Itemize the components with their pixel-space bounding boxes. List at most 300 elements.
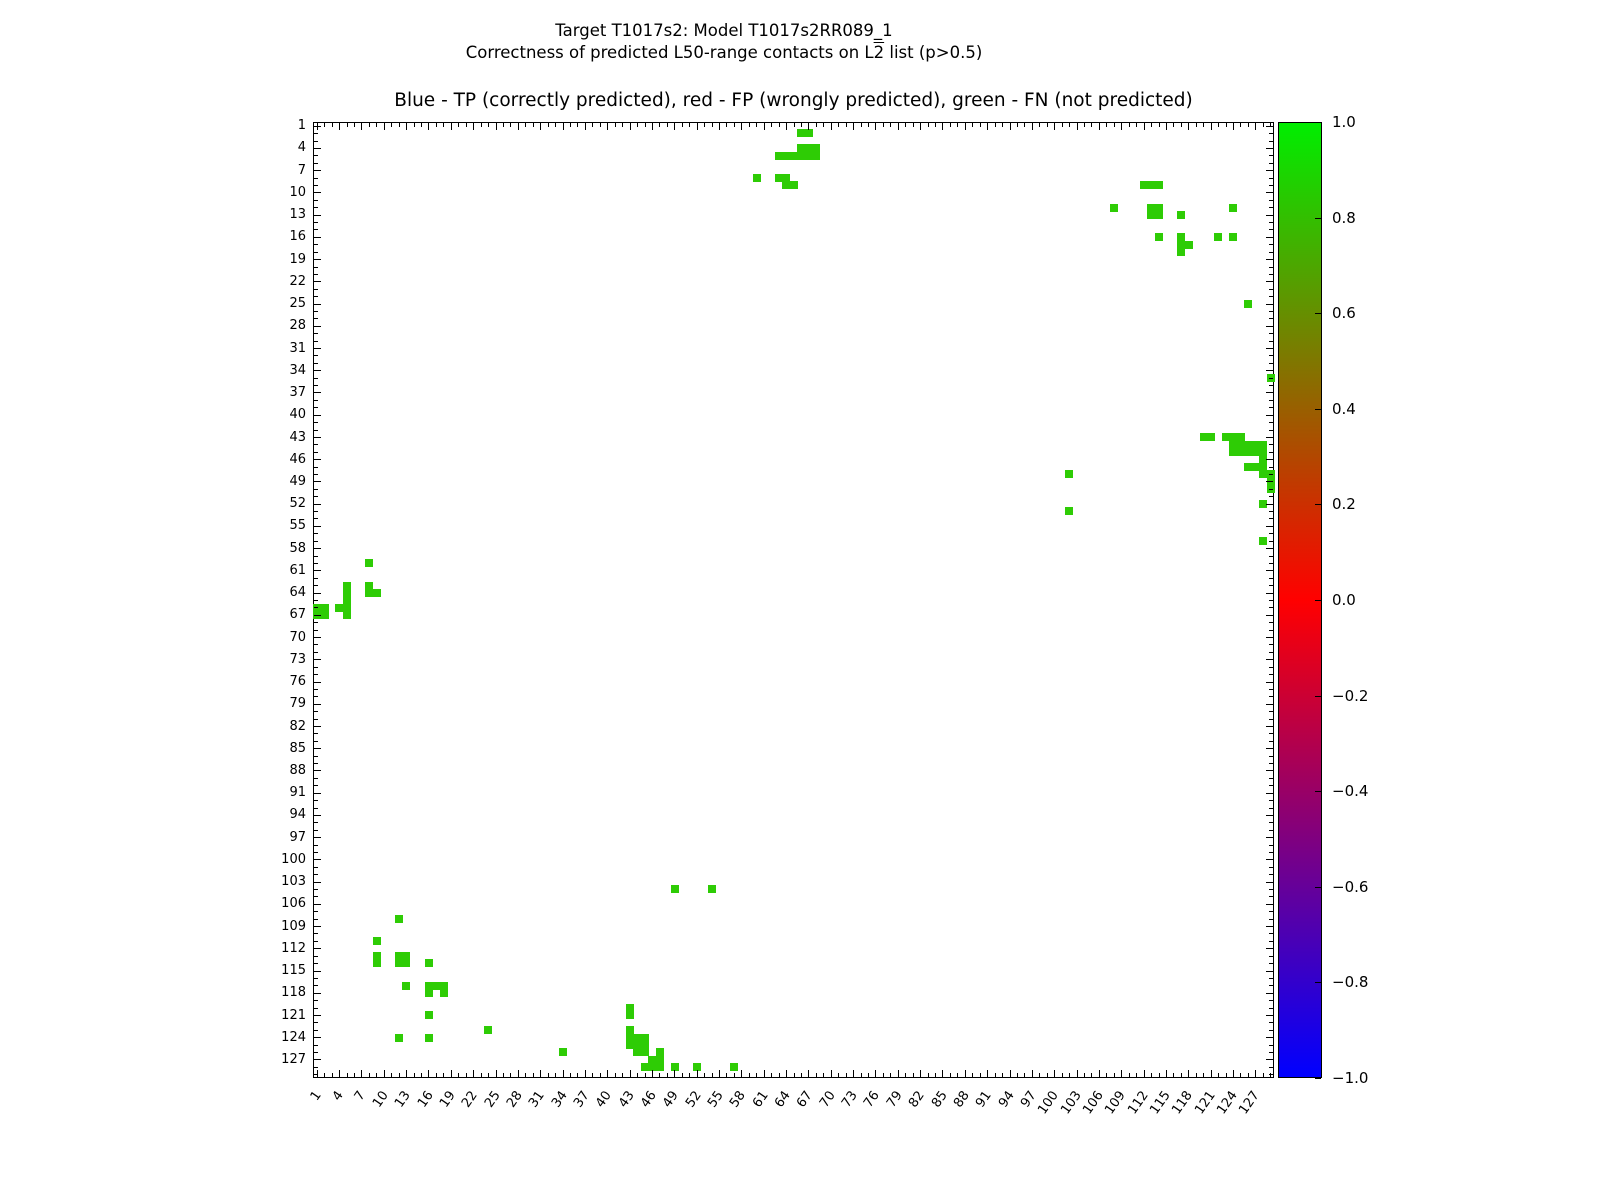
axis-tick — [1121, 123, 1122, 130]
axis-tick — [1266, 548, 1273, 549]
axis-tick — [314, 511, 318, 512]
axis-tick — [347, 1073, 348, 1077]
axis-tick — [771, 123, 772, 127]
colorbar-tick-label: −1.0 — [1332, 1069, 1369, 1087]
axis-tick — [600, 123, 601, 127]
axis-tick — [314, 504, 321, 505]
axis-tick — [314, 481, 321, 482]
axis-tick — [314, 407, 318, 408]
x-axis-tick-label: 103 — [1057, 1088, 1085, 1118]
axis-tick — [503, 1073, 504, 1077]
axis-tick — [510, 1073, 511, 1077]
axis-tick — [314, 911, 318, 912]
axis-tick — [314, 963, 318, 964]
axis-tick — [615, 1073, 616, 1077]
axis-tick — [1269, 511, 1273, 512]
colorbar-tick-label: −0.2 — [1332, 686, 1369, 705]
axis-tick — [1266, 815, 1273, 816]
contact-point-fn — [425, 1011, 433, 1019]
axis-tick — [801, 123, 802, 127]
axis-tick — [1269, 778, 1273, 779]
y-axis-tick-label: 52 — [289, 496, 306, 512]
axis-tick — [1269, 622, 1273, 623]
axis-tick — [421, 123, 422, 127]
axis-tick — [1269, 696, 1273, 697]
axis-tick — [314, 615, 321, 616]
axis-tick — [466, 123, 467, 127]
axis-tick — [741, 123, 742, 130]
x-axis-tick-label: 40 — [593, 1088, 616, 1111]
x-axis-tick-label: 127 — [1236, 1088, 1264, 1118]
axis-tick — [794, 123, 795, 127]
axis-tick — [1266, 682, 1273, 683]
axis-tick — [314, 311, 318, 312]
axis-tick — [585, 123, 586, 130]
axis-tick — [637, 123, 638, 127]
axis-tick — [734, 1073, 735, 1077]
contact-point-fn — [1147, 204, 1163, 219]
axis-tick — [1266, 148, 1273, 149]
x-axis-tick-label: 55 — [704, 1088, 727, 1111]
axis-tick — [890, 123, 891, 127]
axis-tick — [314, 415, 321, 416]
axis-tick — [659, 123, 660, 127]
axis-tick — [1269, 667, 1273, 668]
contact-point-fn — [425, 959, 433, 967]
axis-tick — [1266, 504, 1273, 505]
axis-tick — [1269, 741, 1273, 742]
axis-tick — [861, 123, 862, 127]
axis-tick — [972, 123, 973, 127]
axis-tick — [980, 1073, 981, 1077]
axis-tick — [314, 459, 321, 460]
axis-tick — [314, 274, 318, 275]
axis-tick — [719, 123, 720, 130]
axis-tick — [957, 1073, 958, 1077]
axis-tick — [1266, 459, 1273, 460]
axis-tick — [987, 123, 988, 130]
axis-tick — [1159, 1073, 1160, 1077]
axis-tick — [1266, 192, 1273, 193]
axis-tick — [1266, 481, 1273, 482]
axis-tick — [496, 123, 497, 130]
axis-tick — [980, 123, 981, 127]
axis-tick — [1269, 956, 1273, 957]
axis-tick — [1269, 467, 1273, 468]
axis-tick — [1266, 748, 1273, 749]
axis-tick — [1188, 1070, 1189, 1077]
axis-tick — [965, 1070, 966, 1077]
axis-tick — [314, 667, 318, 668]
axis-tick — [1129, 123, 1130, 127]
colorbar-tick-label: 0.0 — [1332, 591, 1356, 609]
axis-tick — [1269, 363, 1273, 364]
axis-tick — [1269, 689, 1273, 690]
colorbar-tick-label: 0.4 — [1332, 399, 1356, 418]
axis-tick — [1266, 326, 1273, 327]
axis-tick — [1269, 407, 1273, 408]
axis-tick — [540, 123, 541, 130]
x-axis-tick-label: 94 — [995, 1088, 1018, 1111]
colorbar-tick — [1315, 313, 1321, 314]
axis-tick — [314, 155, 318, 156]
axis-tick — [314, 355, 318, 356]
axis-tick — [838, 1073, 839, 1077]
axis-tick — [314, 985, 318, 986]
axis-tick — [600, 1073, 601, 1077]
colorbar-tick — [1315, 696, 1321, 697]
x-axis-tick-label: 70 — [816, 1088, 839, 1111]
axis-tick — [1266, 659, 1273, 660]
contact-point-fn — [1147, 181, 1163, 189]
axis-tick — [1269, 222, 1273, 223]
axis-tick — [406, 123, 407, 130]
y-axis-tick-label: 79 — [289, 696, 306, 712]
y-axis-tick-label: 112 — [281, 940, 306, 956]
y-axis-tick-label: 85 — [289, 740, 306, 756]
axis-tick — [645, 123, 646, 127]
y-axis-tick-label: 67 — [289, 607, 306, 623]
axis-tick — [1269, 452, 1273, 453]
axis-tick — [1269, 296, 1273, 297]
figure-subtitle — [324, 42, 1124, 63]
axis-tick — [314, 229, 318, 230]
axis-tick — [883, 123, 884, 127]
axis-tick — [726, 1073, 727, 1077]
axis-tick — [779, 123, 780, 127]
colorbar-tick — [1315, 791, 1321, 792]
axis-tick — [1062, 1073, 1063, 1077]
axis-tick — [1269, 933, 1273, 934]
axis-tick — [1114, 123, 1115, 127]
axis-tick — [592, 1073, 593, 1077]
axis-tick — [905, 1073, 906, 1077]
colorbar-tick — [1315, 600, 1321, 601]
axis-tick — [361, 123, 362, 130]
axis-tick — [1266, 726, 1273, 727]
contact-point-fn — [1259, 441, 1267, 471]
axis-tick — [563, 123, 564, 130]
axis-tick — [314, 496, 318, 497]
contact-point-fn — [425, 989, 433, 997]
x-axis-tick-label: 73 — [839, 1088, 861, 1111]
axis-tick — [555, 123, 556, 127]
axis-tick — [1269, 719, 1273, 720]
contact-point-fn — [1065, 470, 1073, 478]
axis-tick — [548, 1073, 549, 1077]
axis-tick — [935, 1073, 936, 1077]
axis-tick — [726, 123, 727, 127]
x-axis-tick-label: 31 — [526, 1088, 548, 1111]
axis-tick — [314, 733, 318, 734]
x-axis-tick-label: 124 — [1214, 1088, 1241, 1118]
axis-tick — [1269, 1022, 1273, 1023]
axis-tick — [540, 1070, 541, 1077]
axis-tick — [314, 341, 318, 342]
colorbar-tick — [1315, 982, 1321, 983]
axis-tick — [314, 518, 318, 519]
contact-point-fn — [1267, 478, 1275, 493]
axis-tick — [314, 711, 318, 712]
x-axis-tick-label: 46 — [637, 1088, 660, 1111]
axis-tick — [488, 123, 489, 127]
axis-tick — [1010, 123, 1011, 130]
axis-tick — [1269, 911, 1273, 912]
axis-tick — [1266, 904, 1273, 905]
axis-tick — [771, 1073, 772, 1077]
axis-tick — [1269, 785, 1273, 786]
x-axis-tick-label: 91 — [973, 1088, 995, 1111]
axis-tick — [314, 333, 318, 334]
axis-tick — [1269, 200, 1273, 201]
axis-tick — [1039, 123, 1040, 127]
axis-tick — [652, 1070, 653, 1077]
contact-point-fn — [1229, 204, 1237, 212]
axis-tick — [1240, 1073, 1241, 1077]
axis-tick — [1269, 585, 1273, 586]
y-axis-tick-label: 91 — [289, 785, 306, 801]
axis-tick — [712, 123, 713, 127]
axis-tick — [1266, 570, 1273, 571]
axis-tick — [314, 741, 318, 742]
axis-tick — [1266, 215, 1273, 216]
x-axis-tick-label: 85 — [928, 1088, 951, 1111]
axis-tick — [314, 200, 318, 201]
axis-tick — [384, 1070, 385, 1077]
figure-subtitle-suffix: list (p>0.5) — [884, 43, 983, 62]
colorbar-tick-label: 0.6 — [1332, 304, 1356, 323]
axis-tick — [314, 682, 321, 683]
axis-tick — [831, 123, 832, 130]
y-axis-tick-label: 118 — [281, 985, 306, 1001]
axis-tick — [314, 570, 321, 571]
axis-tick — [1269, 607, 1273, 608]
axis-tick — [314, 926, 321, 927]
axis-tick — [314, 748, 321, 749]
axis-tick — [1269, 489, 1273, 490]
axis-tick — [314, 756, 318, 757]
y-axis-tick-label: 28 — [289, 318, 306, 334]
axis-tick — [1240, 123, 1241, 127]
axis-tick — [314, 237, 321, 238]
axis-tick — [622, 123, 623, 127]
axis-tick — [1269, 674, 1273, 675]
axis-tick — [1269, 133, 1273, 134]
axis-tick — [314, 541, 318, 542]
axis-tick — [756, 1073, 757, 1077]
axis-tick — [987, 1070, 988, 1077]
axis-tick — [1269, 600, 1273, 601]
axis-tick — [890, 1073, 891, 1077]
axis-tick — [428, 123, 429, 130]
contact-point-fn — [671, 885, 679, 893]
axis-tick — [314, 1045, 318, 1046]
y-axis-tick-label: 103 — [281, 874, 306, 890]
axis-tick — [823, 123, 824, 127]
contact-point-fn — [1177, 211, 1185, 219]
axis-tick — [314, 533, 318, 534]
axis-tick — [1181, 1073, 1182, 1077]
x-axis-tick-label: 13 — [392, 1088, 414, 1111]
axis-tick — [1266, 392, 1273, 393]
axis-tick — [1226, 123, 1227, 127]
axis-tick — [1266, 1037, 1273, 1038]
y-axis-tick-label: 76 — [289, 674, 306, 689]
axis-tick — [314, 378, 318, 379]
colorbar-tick-label: −0.6 — [1332, 877, 1369, 896]
axis-tick — [399, 1073, 400, 1077]
y-axis-tick-label: 4 — [297, 140, 306, 156]
axis-tick — [965, 123, 966, 130]
axis-tick — [314, 622, 318, 623]
axis-tick — [314, 437, 321, 438]
axis-tick — [510, 123, 511, 127]
axis-tick — [577, 1073, 578, 1077]
axis-tick — [1269, 941, 1273, 942]
axis-tick — [1269, 311, 1273, 312]
axis-tick — [637, 1073, 638, 1077]
axis-tick — [324, 123, 325, 127]
axis-tick — [436, 1073, 437, 1077]
axis-tick — [1218, 1073, 1219, 1077]
x-axis-tick-label: 100 — [1035, 1088, 1062, 1118]
axis-tick — [607, 1070, 608, 1077]
axis-tick — [1266, 415, 1273, 416]
axis-tick — [314, 785, 318, 786]
axis-tick — [1269, 985, 1273, 986]
axis-tick — [816, 1073, 817, 1077]
axis-tick — [667, 1073, 668, 1077]
axis-tick — [314, 1015, 321, 1016]
axis-tick — [1039, 1073, 1040, 1077]
axis-tick — [314, 719, 318, 720]
axis-tick — [314, 370, 321, 371]
axis-tick — [314, 489, 318, 490]
colorbar-tick-label: 0.8 — [1332, 208, 1356, 227]
axis-tick — [1047, 1073, 1048, 1077]
axis-tick — [314, 993, 321, 994]
y-axis-tick-label: 19 — [289, 251, 306, 267]
axis-tick — [481, 123, 482, 127]
axis-tick — [339, 123, 340, 130]
axis-tick — [1002, 123, 1003, 127]
axis-tick — [1266, 971, 1273, 972]
axis-tick — [314, 630, 318, 631]
axis-tick — [314, 800, 318, 801]
axis-tick — [314, 904, 321, 905]
axis-tick — [1269, 289, 1273, 290]
axis-tick — [314, 244, 318, 245]
axis-tick — [314, 526, 321, 527]
axis-tick — [615, 123, 616, 127]
x-axis-tick-label: 52 — [682, 1088, 705, 1111]
contact-point-fn — [797, 129, 813, 137]
axis-tick — [1269, 229, 1273, 230]
axis-tick — [314, 859, 321, 860]
axis-tick — [1269, 889, 1273, 890]
axis-tick — [1269, 578, 1273, 579]
axis-tick — [399, 123, 400, 127]
axis-tick — [314, 919, 318, 920]
axis-tick — [1269, 563, 1273, 564]
axes-title: Blue - TP (correctly predicted), red - FP (wrongly predicted), green - FN (not predicted) — [394, 90, 1193, 111]
axis-tick — [1151, 1073, 1152, 1077]
axis-tick — [1269, 378, 1273, 379]
axis-tick — [1266, 615, 1273, 616]
axis-tick — [1084, 1073, 1085, 1077]
contact-point-fn — [1110, 204, 1118, 212]
axis-tick — [1032, 123, 1033, 130]
axis-tick — [1269, 474, 1273, 475]
axis-tick — [1266, 237, 1273, 238]
axis-tick — [314, 637, 321, 638]
axis-tick — [473, 123, 474, 130]
axis-tick — [585, 1070, 586, 1077]
contact-point-fn — [1200, 433, 1216, 441]
axis-tick — [496, 1070, 497, 1077]
axis-tick — [314, 644, 318, 645]
contact-point-fn — [373, 952, 381, 967]
axis-tick — [314, 689, 318, 690]
axis-tick — [314, 430, 318, 431]
axis-tick — [548, 123, 549, 127]
axis-tick — [853, 123, 854, 130]
axis-tick — [1255, 123, 1256, 130]
axis-tick — [314, 141, 318, 142]
axis-tick — [314, 222, 318, 223]
axis-tick — [473, 1070, 474, 1077]
axis-tick — [801, 1073, 802, 1077]
axis-tick — [1188, 123, 1189, 130]
axis-tick — [314, 215, 321, 216]
x-axis-tick-label: 61 — [749, 1088, 772, 1111]
x-axis-tick-label: 34 — [548, 1088, 571, 1111]
axis-tick — [314, 192, 321, 193]
axis-tick — [1269, 178, 1273, 179]
axis-tick — [314, 556, 318, 557]
axis-tick — [314, 1022, 318, 1023]
axis-tick — [1269, 978, 1273, 979]
contact-point-fn — [373, 937, 381, 945]
axis-tick — [1099, 123, 1100, 130]
axis-tick — [314, 252, 318, 253]
axis-tick — [525, 123, 526, 127]
axis-tick — [314, 178, 318, 179]
y-axis-tick-label: 82 — [289, 718, 306, 734]
axis-tick — [314, 1030, 318, 1031]
axis-tick — [1002, 1073, 1003, 1077]
axis-tick — [555, 1073, 556, 1077]
axis-tick — [592, 123, 593, 127]
axis-tick — [1269, 763, 1273, 764]
contact-point-fn — [633, 1034, 649, 1057]
contact-point-fn — [335, 604, 343, 612]
contact-point-fn — [402, 982, 410, 990]
axis-tick — [868, 1073, 869, 1077]
axis-tick — [314, 185, 318, 186]
axis-tick — [1069, 1073, 1070, 1077]
axis-tick — [928, 1073, 929, 1077]
axis-tick — [898, 123, 899, 130]
colorbar-tick — [1315, 504, 1321, 505]
axis-tick — [314, 304, 321, 305]
axis-tick — [697, 1070, 698, 1077]
axis-tick — [786, 123, 787, 130]
axis-tick — [314, 793, 321, 794]
axis-tick — [1266, 281, 1273, 282]
axis-tick — [314, 474, 318, 475]
contact-point-fn — [775, 152, 820, 160]
